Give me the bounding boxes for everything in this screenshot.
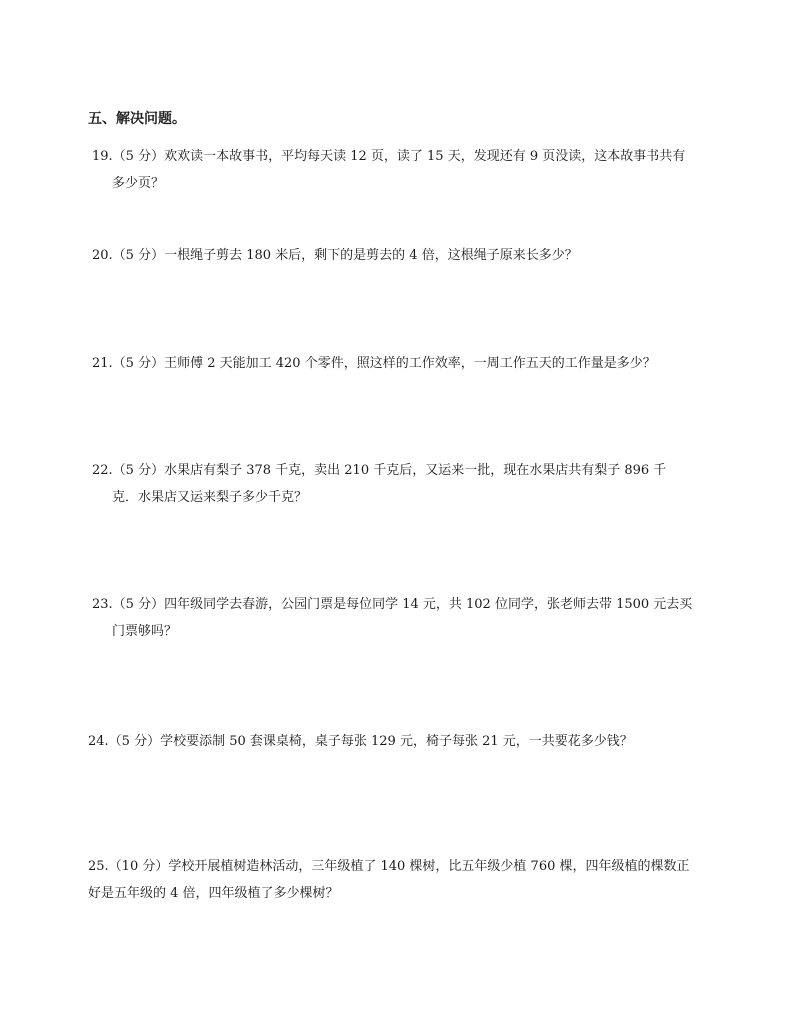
question-23 (92, 591, 692, 645)
question-text-line: 19.（5 分）欢欢读一本故事书，平均每天读 12 页，读了 15 天，发现还有 9 页没读，这本故事书共有 (92, 149, 686, 164)
section-title: 五、解决问题。 (88, 111, 186, 127)
question-text-line: 克．水果店又运来梨子多少千克？ (112, 490, 308, 505)
question-25 (88, 853, 690, 907)
question-text-line: 23.（5 分）四年级同学去春游，公园门票是每位同学 14 元，共 102 位同学，张老师去带 1500 元去买 (92, 597, 693, 612)
question-text-line: 21.（5 分）王师傅 2 天能加工 420 个零件，照这样的工作效率，一周工作五天的工作量是多少？ (92, 356, 656, 371)
question-20 (92, 242, 578, 269)
question-text-line: 多少页？ (112, 176, 165, 191)
question-text-line: 24.（5 分）学校要添制 50 套课桌椅，桌子每张 129 元，椅子每张 21 元，一共要花多少钱？ (88, 734, 633, 749)
question-21 (92, 350, 656, 377)
question-19 (92, 143, 685, 197)
question-22 (92, 457, 666, 511)
question-24 (88, 728, 633, 755)
question-text-line: 20.（5 分）一根绳子剪去 180 米后，剩下的是剪去的 4 倍，这根绳子原来长多少？ (92, 248, 578, 263)
question-text-line: 22.（5 分）水果店有梨子 378 千克，卖出 210 千克后，又运来一批，现在水果店共有梨子 896 千 (92, 463, 667, 478)
question-text-line: 好是五年级的 4 倍，四年级植了多少棵树？ (88, 886, 339, 901)
question-text-line: 门票够吗？ (112, 624, 178, 639)
question-text-line: 25.（10 分）学校开展植树造林活动，三年级植了 140 棵树，比五年级少植 760 棵，四年级植的棵数正 (88, 859, 690, 874)
